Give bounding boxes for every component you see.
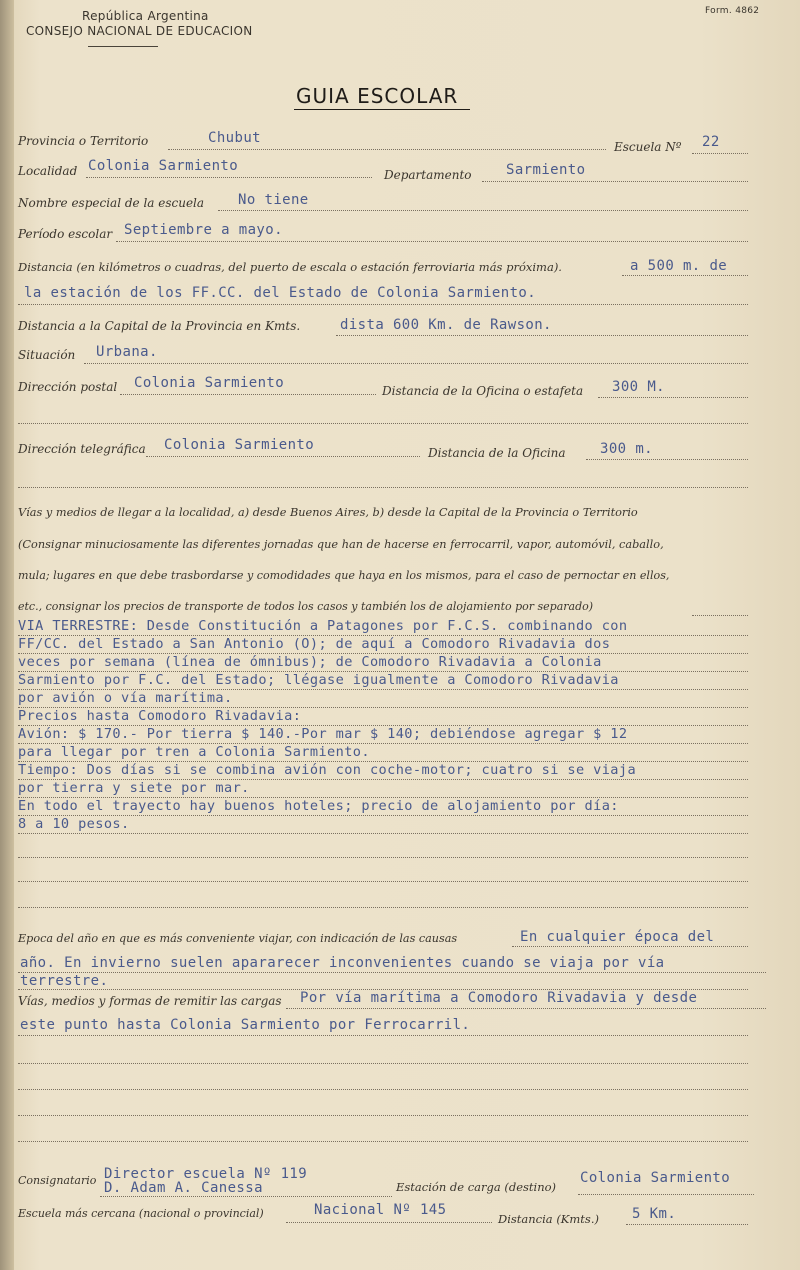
situacion-line	[84, 362, 748, 364]
blank-line	[18, 1088, 748, 1090]
vias-label-line: (Consignar minuciosamente las diferentes jornadas que han de hacerse en ferrocarril, vapor, automóvil, caballo,	[18, 538, 664, 551]
vias-answer-line: para llegar por tren a Colonia Sarmiento.	[18, 744, 370, 760]
localidad-label: Localidad	[18, 164, 78, 178]
localidad-value: Colonia Sarmiento	[88, 158, 239, 174]
departamento-line	[482, 180, 748, 182]
cargas-value-2: este punto hasta Colonia Sarmiento por Ferrocarril.	[20, 1017, 471, 1033]
departamento-label: Departamento	[384, 168, 472, 182]
nombre-label: Nombre especial de la escuela	[18, 196, 205, 210]
distancia-oficina-value: 300 m.	[600, 441, 653, 457]
escuela-cercana-label: Escuela más cercana (nacional o provincial)	[18, 1207, 264, 1220]
direccion-postal-value: Colonia Sarmiento	[134, 375, 285, 391]
vias-answer-line: VIA TERRESTRE: Desde Constitución a Patagones por F.C.S. combinando con	[18, 618, 628, 634]
blank-line	[18, 1114, 748, 1116]
distancia-puerto-value: a 500 m. de	[630, 258, 728, 274]
page-edge-shadow	[0, 0, 14, 1270]
provincia-line	[168, 148, 606, 150]
distancia-oficina-label: Distancia de la Oficina	[428, 446, 566, 460]
distancia-kmts-line	[626, 1223, 748, 1225]
provincia-label: Provincia o Territorio	[18, 134, 149, 148]
distancia-capital-line	[336, 334, 748, 336]
blank-line	[18, 856, 748, 858]
distancia-estafeta-value: 300 M.	[612, 379, 665, 395]
estacion-label: Estación de carga (destino)	[396, 1180, 557, 1194]
periodo-value: Septiembre a mayo.	[124, 222, 283, 238]
departamento-value: Sarmiento	[506, 162, 586, 178]
vias-answer-line: Tiempo: Dos días si se combina avión con coche-motor; cuatro si se viaja	[18, 762, 637, 778]
provincia-value: Chubut	[208, 130, 261, 146]
vias-label-line: mula; lugares en que debe trasbordarse y comodidades que haya en los mismos, para el caso de pernoctar en ellos,	[18, 569, 670, 582]
vias-answer-line: Sarmiento por F.C. del Estado; llégase igualmente a Comodoro Rivadavia	[18, 672, 619, 688]
answer-rule	[18, 832, 748, 834]
blank-line	[18, 906, 748, 908]
direccion-telegrafica-value: Colonia Sarmiento	[164, 437, 315, 453]
form-number: Form. 4862	[705, 6, 760, 16]
estacion-value: Colonia Sarmiento	[580, 1170, 731, 1186]
vias-label-line: etc., consignar los precios de transporte de todos los casos y también los de alojamiento por separado)	[18, 600, 594, 613]
blank-line	[18, 422, 748, 424]
direccion-telegrafica-line	[146, 455, 420, 457]
nombre-line	[218, 209, 748, 211]
epoca-value: En cualquier época del	[520, 929, 715, 945]
epoca-line	[512, 945, 748, 947]
escuela-cercana-value: Nacional Nº 145	[314, 1202, 447, 1218]
cargas-value: Por vía marítima a Comodoro Rivadavia y desde	[300, 990, 698, 1006]
direccion-postal-line	[120, 393, 376, 395]
distancia-kmts-label: Distancia (Kmts.)	[498, 1212, 599, 1226]
epoca-line-2	[18, 971, 766, 973]
vias-answer-line: Avión: $ 170.- Por tierra $ 140.-Por mar $ 140; debiéndose agregar $ 12	[18, 726, 628, 742]
direccion-postal-label: Dirección postal	[18, 380, 118, 394]
consignatario-line	[100, 1195, 392, 1197]
cargas-label: Vías, medios y formas de remitir las cargas	[18, 994, 282, 1008]
cargas-line	[286, 1007, 766, 1009]
periodo-label: Período escolar	[18, 227, 113, 241]
vias-label-line: Vías y medios de llegar a la localidad, a) desde Buenos Aires, b) desde la Capital de la Provincia o Territorio	[18, 506, 638, 519]
direccion-telegrafica-label: Dirección telegráfica	[18, 442, 146, 456]
vias-answer-line: por avión o vía marítima.	[18, 690, 233, 706]
escuela-line	[692, 152, 748, 154]
epoca-label: Epoca del año en que es más conveniente viajar, con indicación de las causas	[18, 932, 458, 945]
distancia-capital-value: dista 600 Km. de Rawson.	[340, 317, 552, 333]
localidad-line	[86, 176, 372, 178]
form-title: GUIA ESCOLAR	[296, 84, 459, 108]
situacion-label: Situación	[18, 348, 76, 362]
distancia-estafeta-label: Distancia de la Oficina o estafeta	[382, 384, 584, 398]
distancia-capital-label: Distancia a la Capital de la Provincia en Kmts.	[18, 319, 301, 333]
vias-answer-line: 8 a 10 pesos.	[18, 816, 130, 832]
consignatario-label: Consignatario	[18, 1174, 97, 1187]
vias-answer-line: por tierra y siete por mar.	[18, 780, 250, 796]
distancia-oficina-line	[586, 458, 748, 460]
blank-line	[18, 880, 748, 882]
nombre-value: No tiene	[238, 192, 309, 208]
country-header: República Argentina	[82, 9, 209, 23]
escuela-label: Escuela Nº	[614, 140, 682, 154]
blank-line	[18, 1140, 748, 1142]
vias-label-line-end	[692, 614, 748, 616]
distancia-puerto-label: Distancia (en kilómetros o cuadras, del puerto de escala o estación ferroviaria más próxima).	[18, 260, 562, 274]
distancia-estafeta-line	[598, 396, 748, 398]
vias-answer-line: Precios hasta Comodoro Rivadavia:	[18, 708, 302, 724]
vias-answer-line: En todo el trayecto hay buenos hoteles; precio de alojamiento por día:	[18, 798, 619, 814]
blank-line	[18, 486, 748, 488]
title-underline	[294, 109, 470, 110]
periodo-line	[116, 240, 748, 242]
blank-line	[18, 1062, 748, 1064]
distancia-puerto-value-2: la estación de los FF.CC. del Estado de Colonia Sarmiento.	[24, 285, 537, 301]
epoca-value-3: terrestre.	[20, 973, 109, 989]
cargas-line-2	[18, 1034, 748, 1036]
header-rule	[88, 46, 158, 47]
vias-answer-line: FF/CC. del Estado a San Antonio (O); de aquí a Comodoro Rivadavia dos	[18, 636, 611, 652]
consignatario-value: Director escuela Nº 119	[104, 1166, 308, 1182]
distancia-kmts-value: 5 Km.	[632, 1206, 677, 1222]
escuela-cercana-line	[286, 1221, 492, 1223]
distancia-puerto-line-2	[18, 303, 748, 305]
situacion-value: Urbana.	[96, 344, 158, 360]
council-header: CONSEJO NACIONAL DE EDUCACION	[26, 24, 253, 38]
vias-answer-line: veces por semana (línea de ómnibus); de Comodoro Rivadavia a Colonia	[18, 654, 602, 670]
consignatario-value-2: D. Adam A. Canessa	[104, 1180, 263, 1196]
epoca-value-2: año. En invierno suelen apararecer inconvenientes cuando se viaja por vía	[20, 955, 665, 971]
estacion-line	[578, 1193, 754, 1195]
distancia-puerto-line	[622, 274, 748, 276]
escuela-number-value: 22	[702, 134, 720, 150]
